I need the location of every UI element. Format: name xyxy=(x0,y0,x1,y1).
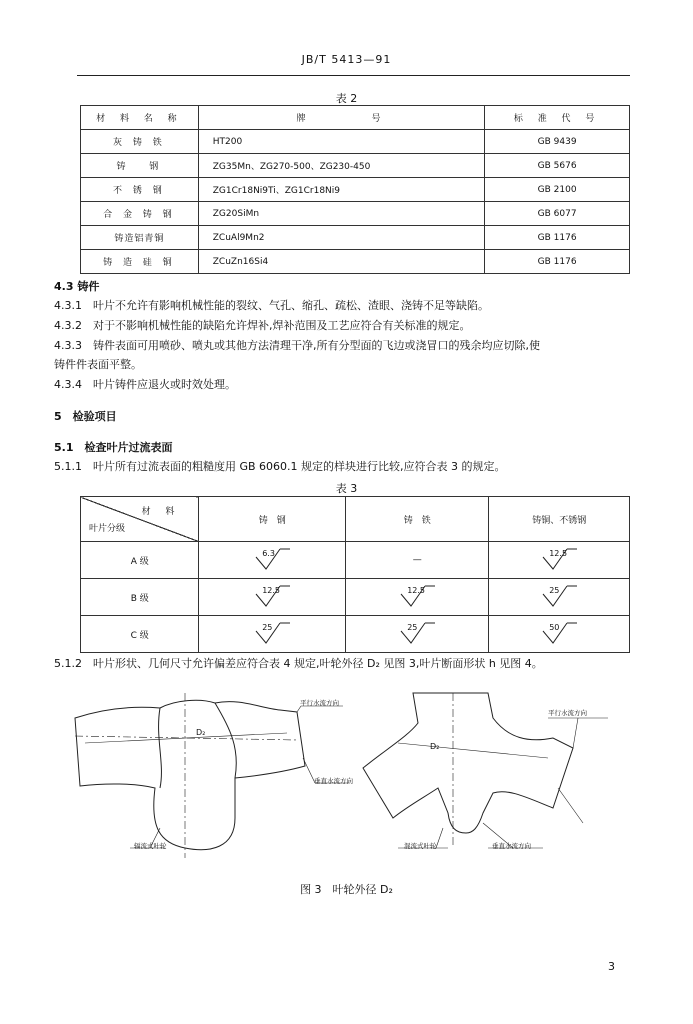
standard-code: GB 6077 xyxy=(485,202,630,226)
paragraph-4-3-3-cont: 铸件件表面平整。 xyxy=(54,358,142,371)
roughness-symbol-icon: 50 xyxy=(539,621,579,645)
col-header-material: 材 料 名 称 xyxy=(81,106,199,130)
roughness-table xyxy=(80,496,630,653)
col-header-grade: 牌 号 xyxy=(198,106,485,130)
section-4-3-title: 4.3 铸件 xyxy=(54,280,100,293)
mixed-impeller-drawing xyxy=(358,688,638,863)
roughness-cell xyxy=(199,616,345,653)
table-row xyxy=(81,579,630,616)
grade-label: C 级 xyxy=(81,616,199,653)
diagonal-header-cell xyxy=(81,497,199,542)
material-grade: ZG20SiMn xyxy=(198,202,485,226)
table-row xyxy=(81,616,630,653)
paragraph-4-3-3: 4.3.3 铸件表面可用喷砂、喷丸或其他方法清理干净,所有分型面的飞边或浇冒口的残余均应切除,使 xyxy=(54,339,540,352)
roughness-cell xyxy=(345,579,489,616)
diag-material-label: 材 料 xyxy=(141,507,181,517)
header-rule xyxy=(77,75,630,76)
material-name: 铸造铝青铜 xyxy=(81,226,199,250)
paragraph-4-3-2: 4.3.2 对于不影响机械性能的缺陷允许焊补,焊补范围及工艺应符合有关标准的规定。 xyxy=(54,319,471,332)
roughness-symbol-icon: 25 xyxy=(539,584,579,608)
standard-code: GB 1176 xyxy=(485,226,630,250)
roughness-symbol-icon: 6.3 xyxy=(252,547,292,571)
standard-code: GB 1176 xyxy=(485,250,630,274)
material-grade: ZG1Cr18Ni9Ti、ZG1Cr18Ni9 xyxy=(198,178,485,202)
section-5-1-title: 5.1 检查叶片过流表面 xyxy=(54,441,173,454)
material-name: 铸 钢 xyxy=(81,154,199,178)
table-row xyxy=(81,250,630,274)
diag-grade-label: 叶片分级 xyxy=(89,524,126,534)
roughness-cell xyxy=(489,579,630,616)
roughness-symbol-icon: 12.5 xyxy=(397,584,437,608)
grade-label: B 级 xyxy=(81,579,199,616)
roughness-symbol-icon: 25 xyxy=(397,621,437,645)
table-row xyxy=(81,542,630,579)
grade-label: A 级 xyxy=(81,542,199,579)
standard-code: GB 2100 xyxy=(485,178,630,202)
col-header-standard: 标 准 代 号 xyxy=(485,106,630,130)
paragraph-4-3-1: 4.3.1 叶片不允许有影响机械性能的裂纹、气孔、缩孔、疏松、渣眼、浇铸不足等缺陷。 xyxy=(54,299,489,312)
table-row xyxy=(81,130,630,154)
col-header-cast-steel: 铸 钢 xyxy=(199,497,345,542)
roughness-cell-empty: — xyxy=(345,542,489,579)
left-parallel-label: 平行水流方向 xyxy=(300,699,339,707)
material-name: 不 锈 钢 xyxy=(81,178,199,202)
right-d2-label: D₂ xyxy=(430,742,440,751)
table-row xyxy=(81,226,630,250)
material-grade: ZCuAl9Mn2 xyxy=(198,226,485,250)
material-name: 合 金 铸 钢 xyxy=(81,202,199,226)
roughness-symbol-icon: 12.5 xyxy=(539,547,579,571)
material-grade: ZG35Mn、ZG270-500、ZG230-450 xyxy=(198,154,485,178)
paragraph-4-3-4: 4.3.4 叶片铸件应退火或时效处理。 xyxy=(54,378,236,391)
table2-caption: 表 2 xyxy=(335,92,358,105)
table-row xyxy=(81,202,630,226)
material-grade: HT200 xyxy=(198,130,485,154)
roughness-symbol-icon: 25 xyxy=(252,621,292,645)
standard-header: JB/T 5413—91 xyxy=(301,53,392,66)
roughness-cell xyxy=(199,542,345,579)
roughness-cell xyxy=(199,579,345,616)
material-name: 灰 铸 铁 xyxy=(81,130,199,154)
page-number: 3 xyxy=(608,960,615,973)
section-5-title: 5 检验项目 xyxy=(54,410,117,423)
col-header-cast-iron: 铸 铁 xyxy=(345,497,489,542)
right-bottom-label: 混流式叶轮 xyxy=(404,842,437,850)
materials-table xyxy=(80,105,630,274)
right-perp-label: 垂直水流方向 xyxy=(492,842,531,850)
roughness-cell xyxy=(489,542,630,579)
right-parallel-label: 平行水流方向 xyxy=(548,709,587,717)
roughness-cell xyxy=(489,616,630,653)
left-perp-label: 垂直水流方向 xyxy=(314,777,353,785)
table-row xyxy=(81,178,630,202)
table-row xyxy=(81,154,630,178)
standard-code: GB 5676 xyxy=(485,154,630,178)
left-bottom-label: 辐流式叶轮 xyxy=(134,842,167,850)
standard-code: GB 9439 xyxy=(485,130,630,154)
figure3-caption: 图 3 叶轮外径 D₂ xyxy=(300,883,393,896)
paragraph-5-1-2: 5.1.2 叶片形状、几何尺寸允许偏差应符合表 4 规定,叶轮外径 D₂ 见图 3,叶片断面形状 h 见图 4。 xyxy=(54,657,543,670)
table3-caption: 表 3 xyxy=(335,482,358,495)
table-header-row xyxy=(81,497,630,542)
left-d2-label: D₂ xyxy=(196,728,206,737)
material-name: 铸 造 硅 铜 xyxy=(81,250,199,274)
roughness-symbol-icon: 12.5 xyxy=(252,584,292,608)
material-grade: ZCuZn16Si4 xyxy=(198,250,485,274)
table-header-row xyxy=(81,106,630,130)
col-header-copper-stainless: 铸铜、不锈钢 xyxy=(489,497,630,542)
paragraph-5-1-1: 5.1.1 叶片所有过流表面的粗糙度用 GB 6060.1 规定的样块进行比较,应符合表 3 的规定。 xyxy=(54,460,506,473)
roughness-cell xyxy=(345,616,489,653)
radial-impeller-drawing xyxy=(65,688,355,863)
